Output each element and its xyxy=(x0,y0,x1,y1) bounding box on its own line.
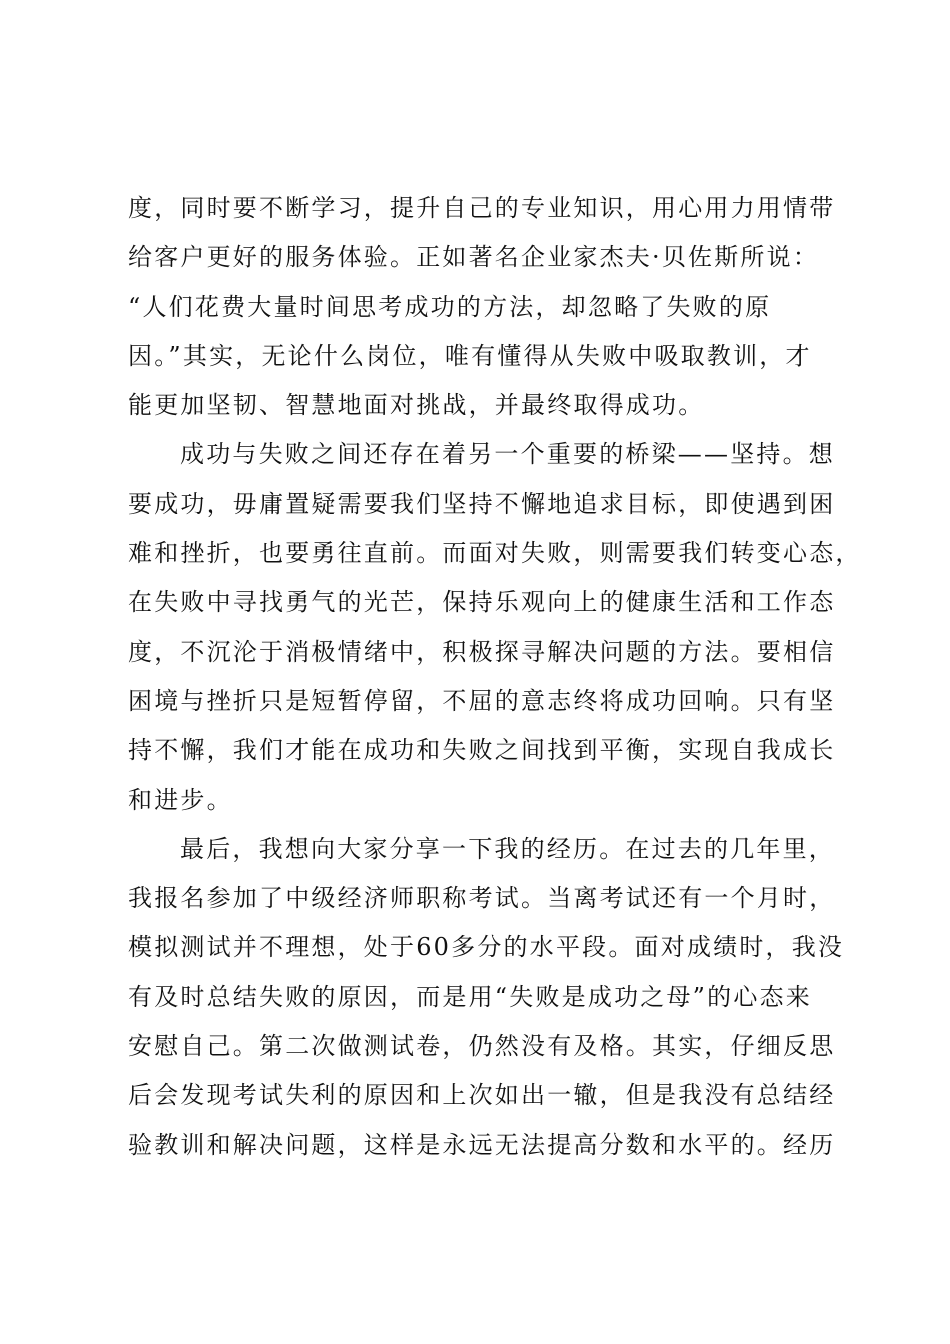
text-line: “人们花费大量时间思考成功的方法，却忽略了失败的原 xyxy=(128,292,772,321)
text-line: 有及时总结失败的原因，而是用“失败是成功之母”的心态来 xyxy=(128,982,812,1011)
text-line: 要成功，毋庸置疑需要我们坚持不懈地追求目标，即使遇到困 xyxy=(128,489,836,518)
text-line: 模拟测试并不理想，处于60多分的水平段。面对成绩时，我没 xyxy=(128,933,845,962)
paragraph-start-line: 最后，我想向大家分享一下我的经历。在过去的几年里， xyxy=(180,834,835,863)
text-line: 能更加坚韧、智慧地面对挑战，并最终取得成功。 xyxy=(128,391,705,420)
body-text xyxy=(128,184,862,1170)
text-line: 后会发现考试失利的原因和上次如出一辙，但是我没有总结经 xyxy=(128,1081,836,1110)
text-line: 困境与挫折只是短暂停留，不屈的意志终将成功回响。只有坚 xyxy=(128,686,836,715)
text-line: 难和挫折，也要勇往直前。而面对失败，则需要我们转变心态， xyxy=(128,539,862,568)
text-line: 在失败中寻找勇气的光芒，保持乐观向上的健康生活和工作态 xyxy=(128,588,836,617)
text-line: 给客户更好的服务体验。正如著名企业家杰夫·贝佐斯所说： xyxy=(128,243,820,272)
text-line: 度，不沉沦于消极情绪中，积极探寻解决问题的方法。要相信 xyxy=(128,637,836,666)
text-line: 因。”其实，无论什么岗位，唯有懂得从失败中吸取教训，才 xyxy=(128,341,812,370)
text-line: 和进步。 xyxy=(128,785,233,814)
text-line: 持不懈，我们才能在成功和失败之间找到平衡，实现自我成长 xyxy=(128,736,836,765)
text-line: 验教训和解决问题，这样是永远无法提高分数和水平的。经历 xyxy=(128,1130,836,1159)
text-line: 我报名参加了中级经济师职称考试。当离考试还有一个月时， xyxy=(128,884,836,913)
paragraph-start-line: 成功与失败之间还存在着另一个重要的桥梁——坚持。想 xyxy=(180,440,835,469)
text-line: 度，同时要不断学习，提升自己的专业知识，用心用力用情带 xyxy=(128,194,836,222)
text-line: 安慰自己。第二次做测试卷，仍然没有及格。其实，仔细反思 xyxy=(128,1032,836,1061)
